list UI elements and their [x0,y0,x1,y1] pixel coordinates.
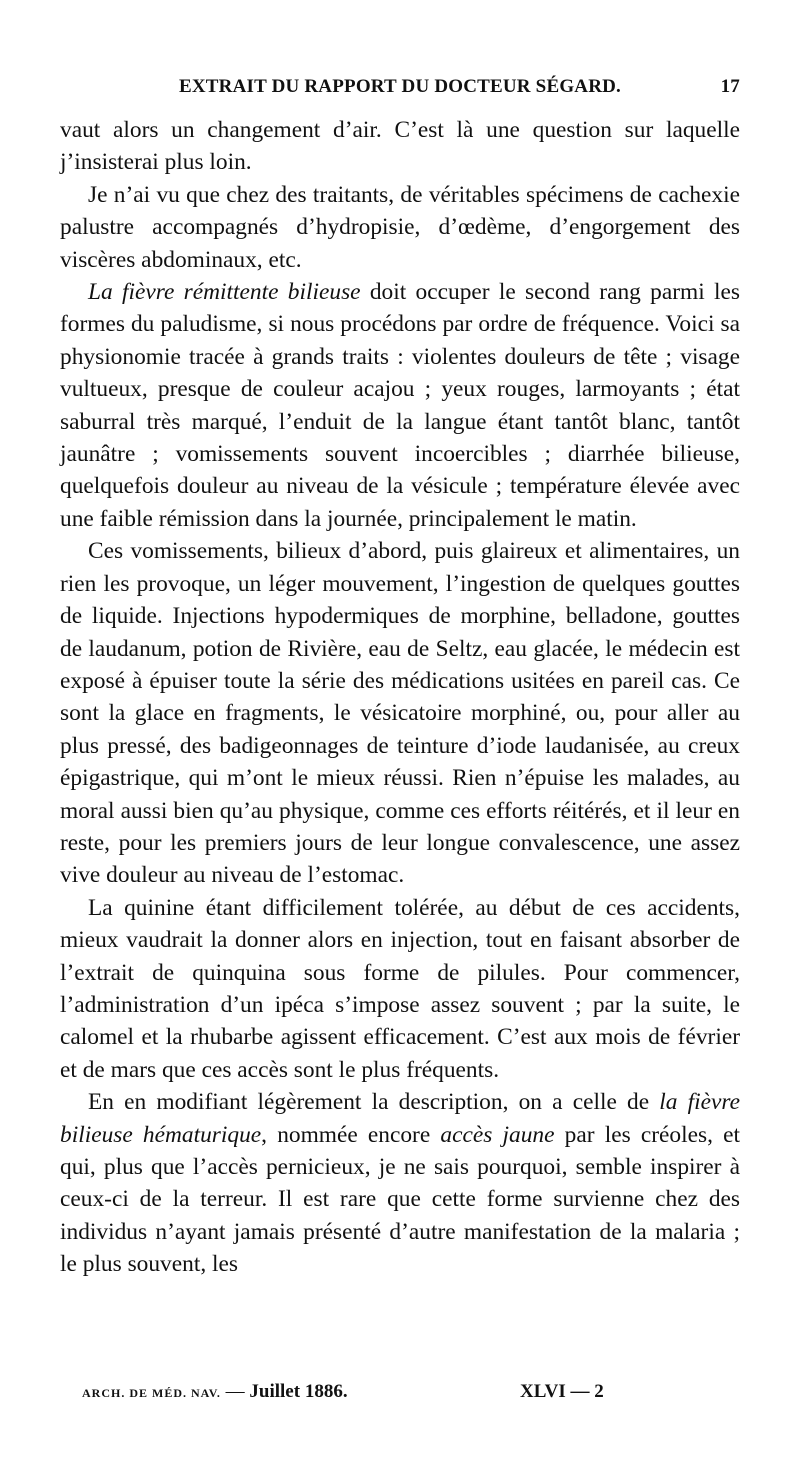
footer-journal: ARCH. DE MÉD. NAV. [82,1386,221,1400]
paragraph-2-text: Je n’ai vu que chez des traitants, de véritables spécimens de cachexie palustre accompagnés d’hydropisie, d’œdème, d’engorgement des viscères abdominaux, etc. [60,181,740,273]
paragraph-1-text: vaut alors un changement d’air. C’est là une question sur laquelle j’insisterai plus loin. [60,117,740,176]
running-title: EXTRAIT DU RAPPORT DU DOCTEUR SÉGARD. [178,76,622,97]
paragraph-6-italic-term-a: la fièvre bilieuse hématurique [60,1089,740,1148]
footer-date: Juillet 1886. [249,1381,348,1402]
paragraph-6-italic-term-b: accès jaune [440,1121,555,1148]
paragraph-6-text-a: En en modifiant légèrement la description, on a celle de [88,1089,660,1116]
footer-signature: XLVI — 2 [520,1381,604,1402]
paragraph-4-text: Ces vomissements, bilieux d’abord, puis glaireux et alimentaires, un rien les provoque, un léger mouvement, l’ingestion de quelques gouttes de liquide. Injections hypodermiques de morphine, belladone, gouttes de laudanum, potion de Rivière, eau de Seltz, eau glacée, le médecin est exposé à épuiser toute la série des médications usitées en pareil cas. Ce sont la glace en fragments, le vésicatoire morphiné, ou, pour aller au plus pressé, des badigeonnages de teinture d’iode laudanisée, au creux épigastrique, qui m’ont le mieux réussi. Rien n’épuise les malades, au moral aussi bien qu’au physique, comme ces efforts réitérés, et il leur en reste, pour les premiers jours de leur longue convalescence, une assez vive douleur au niveau de l’estomac. [60,538,740,889]
paragraph-2 [60,179,740,276]
page-footer [60,1381,740,1409]
paragraph-1 [60,114,740,179]
paragraph-5 [60,892,740,1086]
body-text [60,114,740,1281]
paragraph-5-text: La quinine étant difficilement tolérée, au début de ces accidents, mieux vaudrait la donner alors en injection, tout en faisant absorber de l’extrait de quinquina sous forme de pilules. Pour commencer, l’administration d’un ipéca s’impose assez souvent ; par la suite, le calomel et la rhubarbe agissent efficacement. C’est aux mois de février et de mars que ces accès sont le plus fréquents. [60,894,740,1083]
paragraph-4 [60,535,740,891]
paragraph-6-text-c: par les créoles, et qui, plus que l’accès pernicieux, je ne sais pourquoi, semble inspirer à ceux-ci de la terreur. Il est rare que cette forme survienne chez des individus n’ayant jamais présenté d’autre manifestation de la malaria ; le plus souvent, les [60,1121,740,1278]
page-number: 17 [720,76,740,97]
footer-citation [82,1381,348,1403]
paragraph-3 [60,276,740,535]
paragraph-3-italic-term: La fièvre rémittente bilieuse [88,279,361,306]
paragraph-6 [60,1086,740,1280]
footer-separator: — [225,1381,245,1402]
paragraph-3-text: doit occuper le second rang parmi les formes du paludisme, si nous procédons par ordre de fréquence. Voici sa physionomie tracée à grands traits : violentes douleurs de tête ; visage vultueux, presque de couleur acajou ; yeux rouges, larmoyants ; état saburral très marqué, l’enduit de la langue étant tantôt blanc, tantôt jaunâtre ; vomissements souvent incoercibles ; diarrhée bilieuse, quelquefois douleur au niveau de la vésicule ; température élevée avec une faible rémission dans la journée, principalement le matin. [60,279,740,532]
running-header [60,76,740,102]
paragraph-6-text-b: , nommée encore [261,1121,441,1148]
